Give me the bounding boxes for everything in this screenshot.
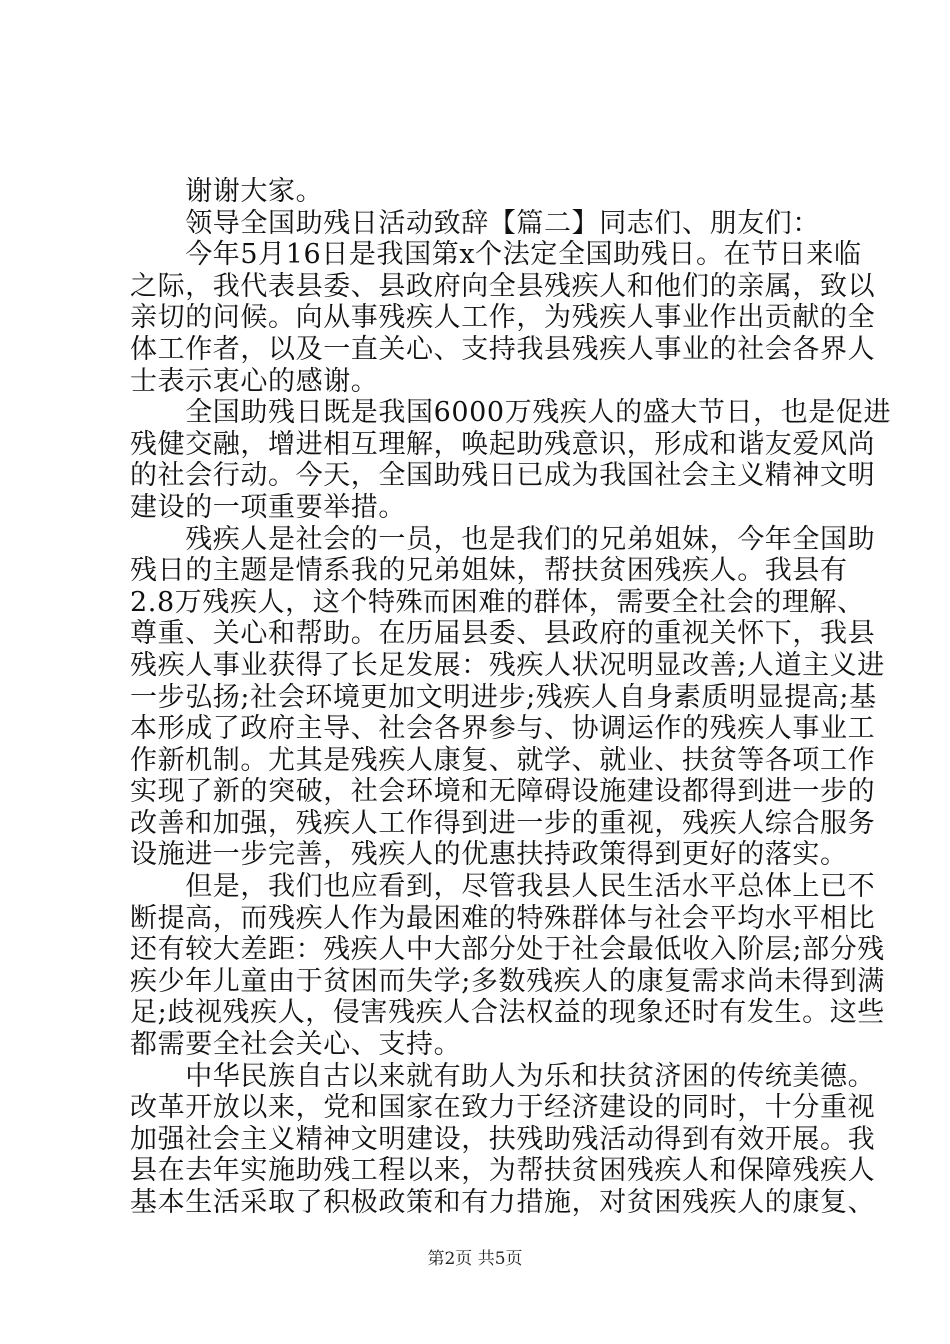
text-line: 足;歧视残疾人，侵害残疾人合法权益的现象还时有发生。这些: [130, 997, 885, 1029]
text-line: 作新机制。尤其是残疾人康复、就学、就业、扶贫等各项工作: [130, 744, 876, 776]
text-line: 但是，我们也应看到，尽管我县人民生活水平总体上已不: [130, 871, 876, 903]
text-line: 士表示衷心的感谢。: [130, 365, 379, 397]
text-line: 今年5月16日是我国第x个法定全国助残日。在节日来临: [130, 239, 862, 271]
text-line: 全国助残日既是我国6000万残疾人的盛大节日，也是促进: [130, 397, 892, 429]
text-line: 残健交融，增进相互理解，唤起助残意识，形成和谐友爱风尚: [130, 428, 876, 460]
text-line: 残疾人是社会的一员，也是我们的兄弟姐妹，今年全国助: [130, 523, 876, 555]
text-line: 基本生活采取了积极政策和有力措施，对贫困残疾人的康复、: [130, 1187, 876, 1218]
text-line: 之际，我代表县委、县政府向全县残疾人和他们的亲属，致以: [130, 270, 876, 302]
text-line: 谢谢大家。: [130, 176, 324, 207]
text-line: 断提高，而残疾人作为最困难的特殊群体与社会平均水平相比: [130, 902, 876, 934]
text-line: 加强社会主义精神文明建设，扶残助残活动得到有效开展。我: [130, 1123, 876, 1155]
text-line: 本形成了政府主导、社会各界参与、协调运作的残疾人事业工: [130, 713, 876, 745]
page-footer: 第2页 共5页: [427, 1249, 523, 1269]
text-line: 改善和加强，残疾人工作得到进一步的重视，残疾人综合服务: [130, 807, 876, 839]
text-line: 疾少年儿童由于贫困而失学;多数残疾人的康复需求尚未得到满: [130, 965, 885, 997]
text-line: 体工作者，以及一直关心、支持我县残疾人事业的社会各界人: [130, 333, 876, 365]
text-line: 尊重、关心和帮助。在历届县委、县政府的重视关怀下，我县: [130, 618, 876, 650]
text-line: 改革开放以来，党和国家在致力于经济建设的同时，十分重视: [130, 1092, 876, 1124]
text-line: 中华民族自古以来就有助人为乐和扶贫济困的传统美德。: [130, 1060, 876, 1092]
text-line: 残日的主题是情系我的兄弟姐妹，帮扶贫困残疾人。我县有: [130, 555, 848, 587]
text-line: 县在去年实施助残工程以来，为帮扶贫困残疾人和保障残疾人: [130, 1155, 876, 1187]
text-line: 还有较大差距：残疾人中大部分处于社会最低收入阶层;部分残: [130, 934, 885, 966]
text-line: 领导全国助残日活动致辞【篇二】同志们、朋友们：: [130, 207, 820, 239]
text-line: 设施进一步完善，残疾人的优惠扶持政策得到更好的落实。: [130, 839, 848, 871]
document-body: [130, 176, 892, 1219]
text-line: 实现了新的突破，社会环境和无障碍设施建设都得到进一步的: [130, 776, 876, 808]
text-line: 2.8万残疾人，这个特殊而困难的群体，需要全社会的理解、: [130, 586, 865, 618]
text-line: 一步弘扬;社会环境更加文明进步;残疾人自身素质明显提高;基: [130, 681, 877, 713]
text-line: 残疾人事业获得了长足发展：残疾人状况明显改善;人道主义进: [130, 649, 885, 681]
text-line: 的社会行动。今天，全国助残日已成为我国社会主义精神文明: [130, 460, 876, 492]
text-line: 亲切的问候。向从事残疾人工作，为残疾人事业作出贡献的全: [130, 302, 876, 334]
text-line: 都需要全社会关心、支持。: [130, 1029, 462, 1061]
text-line: 建设的一项重要举措。: [130, 491, 406, 523]
